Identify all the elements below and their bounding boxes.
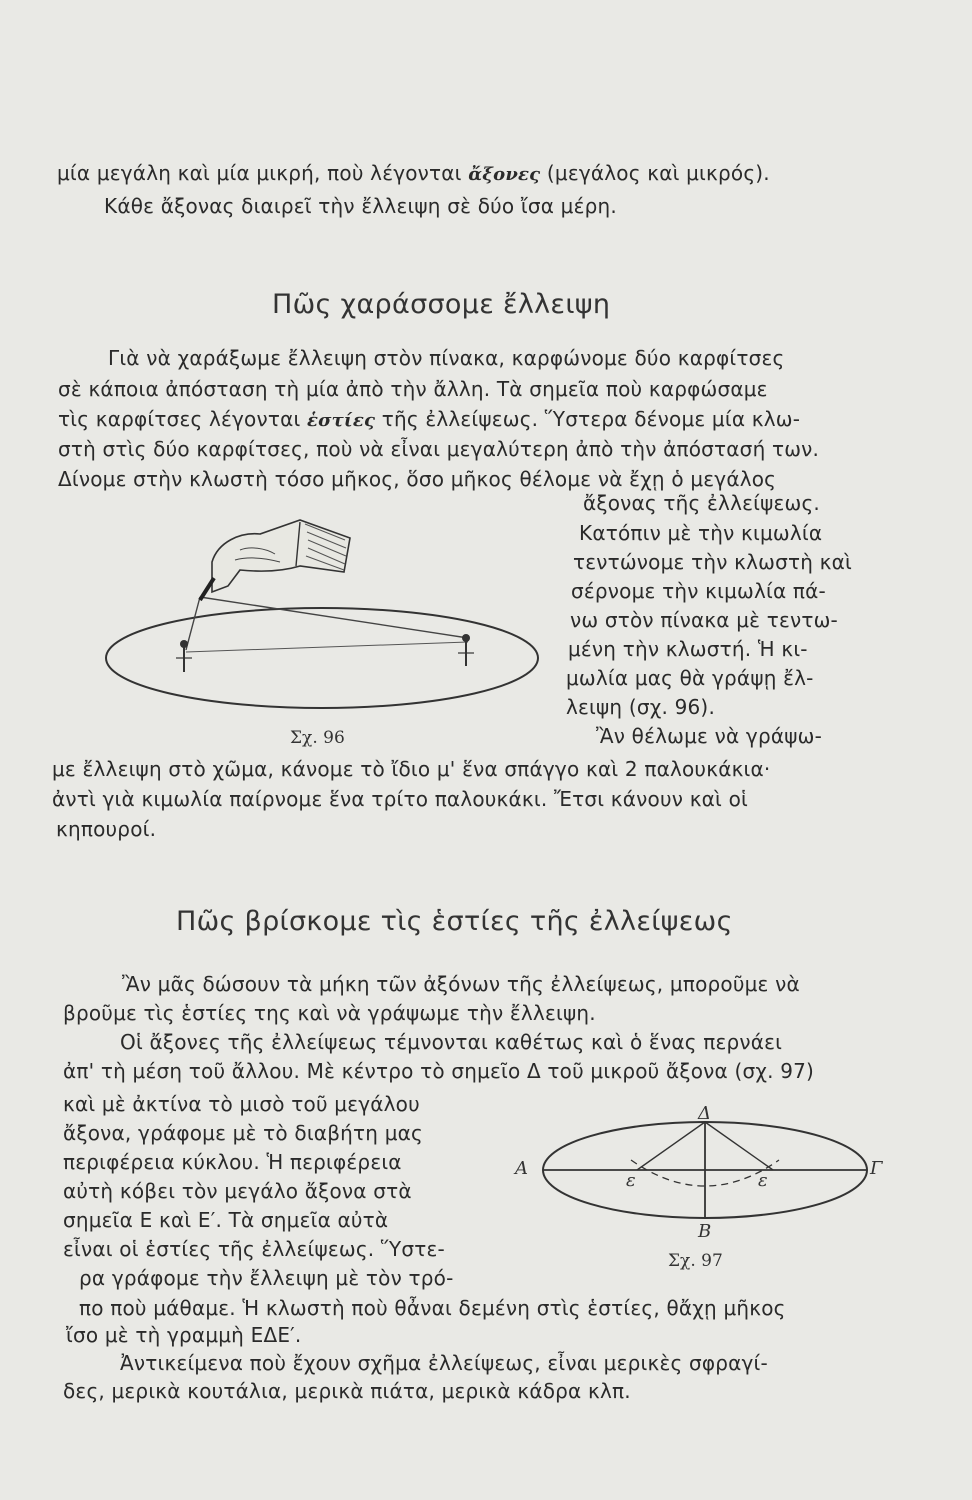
- s1-right-1: ἄξονας τῆς ἐλλείψεως.: [583, 491, 820, 515]
- s1-line-4: στὴ στὶς δύο καρφίτσες, ποὺ νὰ εἶναι μεγαλύτερη ἀπὸ τὴν ἀπόστασή των.: [58, 437, 820, 461]
- s2-mid-6: εἶναι οἱ ἑστίες τῆς ἐλλείψεως. Ὕστε-: [63, 1237, 445, 1261]
- s1-right-8: λειψη (σχ. 96).: [566, 695, 715, 719]
- s2-line-1: Ἂν μᾶς δώσουν τὰ μήκη τῶν ἀξόνων τῆς ἐλλείψεως, μποροῦμε νὰ: [122, 972, 800, 996]
- label-top-delta: Δ: [698, 1103, 711, 1124]
- s2-mid-2: ἄξονα, γράφομε μὲ τὸ διαβήτη μας: [63, 1121, 423, 1145]
- term-foci: ἑστίες: [307, 410, 376, 431]
- s1-right-9: Ἂν θέλωμε νὰ γράψω-: [596, 724, 822, 748]
- s2-mid-3: περιφέρεια κύκλου. Ἡ περιφέρεια: [63, 1150, 402, 1174]
- right-pin-icon: [458, 634, 474, 666]
- left-pin-icon: [176, 640, 192, 672]
- label-right-gamma: Γ: [870, 1158, 883, 1179]
- section-heading-draw-ellipse: Πῶς χαράσσομε ἔλλειψη: [272, 289, 611, 320]
- s1-line-3: τὶς καρφίτσες λέγονται ἑστίες τῆς ἐλλείψεως. Ὕστερα δένομε μία κλω-: [58, 407, 801, 431]
- s1-right-4: σέρνομε τὴν κιμωλία πά-: [571, 579, 826, 603]
- s2-mid-7: ρα γράφομε τὴν ἔλλειψη μὲ τὸν τρό-: [79, 1266, 454, 1290]
- figure-96-caption: Σχ. 96: [290, 728, 345, 748]
- figure-97-caption: Σχ. 97: [668, 1251, 723, 1271]
- s1-right-3: τεντώνομε τὴν κλωστὴ καὶ: [573, 550, 853, 574]
- s1-right-7: μωλία μας θὰ γράψῃ ἔλ-: [566, 666, 814, 690]
- s1-line-5: Δίνομε στὴν κλωστὴ τόσο μῆκος, ὅσο μῆκος θέλομε νὰ ἔχῃ ὁ μεγάλος: [58, 467, 777, 491]
- s2-mid-4: αὐτὴ κόβει τὸν μεγάλο ἄξονα στὰ: [63, 1179, 412, 1203]
- s2-full-1: πο ποὺ μάθαμε. Ἡ κλωστὴ ποὺ θἆναι δεμένη στὶς ἑστίες, θἄχῃ μῆκος: [79, 1296, 786, 1320]
- s2-full-4: δες, μερικὰ κουτάλια, μερικὰ πιάτα, μερικὰ κάδρα κλπ.: [63, 1379, 631, 1403]
- figure-96-ellipse-drawing: [100, 510, 540, 730]
- s1-line-2: σὲ κάποια ἀπόσταση τὴ μία ἀπὸ τὴν ἄλλη. Τὰ σημεῖα ποὺ καρφώσαμε: [58, 377, 768, 401]
- s1-full-1: με ἔλλειψη στὸ χῶμα, κάνομε τὸ ἴδιο μ' ἕνα σπάγγο καὶ 2 παλουκάκια·: [52, 757, 771, 781]
- s2-line-3: Οἱ ἄξονες τῆς ἐλλείψεως τέμνονται καθέτως καὶ ὁ ἕνας περνάει: [120, 1030, 783, 1054]
- intro-line-1: μία μεγάλη καὶ μία μικρή, ποὺ λέγονται ἄξονες (μεγάλος καὶ μικρός).: [57, 161, 770, 185]
- s1-right-6: μένη τὴν κλωστή. Ἡ κι-: [568, 637, 808, 661]
- section-heading-find-foci: Πῶς βρίσκομε τὶς ἑστίες τῆς ἐλλείψεως: [176, 906, 733, 937]
- s2-mid-5: σημεῖα Ε καὶ Ε′. Τὰ σημεῖα αὐτὰ: [63, 1208, 389, 1232]
- s2-line-4: ἀπ' τὴ μέση τοῦ ἄλλου. Μὲ κέντρο τὸ σημεῖο Δ τοῦ μικροῦ ἄξονα (σχ. 97): [63, 1059, 815, 1083]
- s2-line-2: βροῦμε τὶς ἑστίες της καὶ νὰ γράψωμε τὴν ἔλλειψη.: [63, 1001, 596, 1025]
- s1-right-5: νω στὸν πίνακα μὲ τεντω-: [570, 608, 838, 632]
- s1-line-1: Γιὰ νὰ χαράξωμε ἔλλειψη στὸν πίνακα, καρφώνομε δύο καρφίτσες: [108, 346, 785, 370]
- figure-97-foci-diagram: [515, 1100, 875, 1240]
- s1-full-2: ἀντὶ γιὰ κιμωλία παίρνομε ἕνα τρίτο παλουκάκι. Ἔτσι κάνουν καὶ οἱ: [52, 787, 748, 811]
- s2-full-3: Ἀντικείμενα ποὺ ἔχουν σχῆμα ἐλλείψεως, εἶναι μερικὲς σφραγί-: [120, 1351, 768, 1375]
- s2-full-2: ἴσο μὲ τὴ γραμμὴ ΕΔΕ′.: [66, 1323, 302, 1347]
- s2-mid-1: καὶ μὲ ἀκτίνα τὸ μισὸ τοῦ μεγάλου: [63, 1092, 420, 1116]
- label-bottom-beta: Β: [698, 1221, 712, 1242]
- hand-with-chalk-icon: [200, 520, 350, 600]
- label-focus-left: ε: [626, 1170, 636, 1191]
- intro-line-2: Κάθε ἄξονας διαιρεῖ τὴν ἔλλειψη σὲ δύο ἴσα μέρη.: [104, 194, 617, 218]
- s1-right-2: Κατόπιν μὲ τὴν κιμωλία: [579, 521, 823, 545]
- label-focus-right: ε: [758, 1170, 768, 1191]
- s1-full-3: κηπουροί.: [56, 817, 157, 841]
- label-left-alpha: Α: [515, 1158, 528, 1179]
- term-axes: ἄξονες: [468, 164, 541, 185]
